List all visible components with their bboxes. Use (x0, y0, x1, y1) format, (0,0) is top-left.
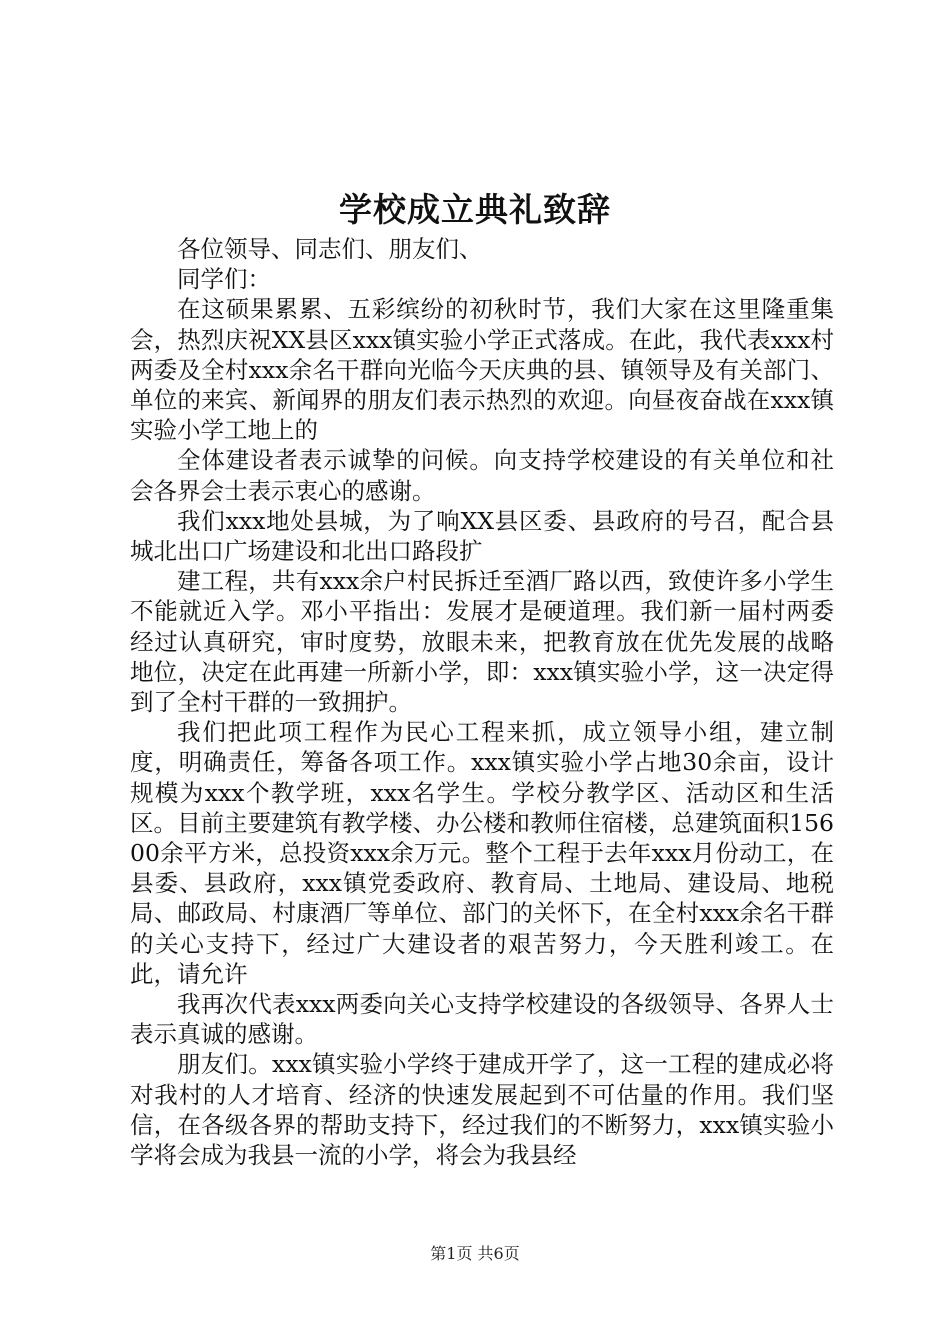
document-body (130, 234, 834, 1170)
paragraph-construction: 我们把此项工程作为民心工程来抓，成立领导小组，建立制度，明确责任，筹备各项工作。xxx镇实验小学占地30余亩，设计规模为xxx个教学班，xxx名学生。学校分教学区、活动区和生活区。目前主要建筑有教学楼、办公楼和教师住宿楼，总建筑面积15600余平方米，总投资xxx余万元。整个工程于去年xxx月份动工，在县委、县政府，xxx镇党委政府、教育局、土地局、建设局、地税局、邮政局、村康酒厂等单位、部门的关怀下，在全村xxx余名干群的关心支持下，经过广大建设者的艰苦努力，今天胜利竣工。在此，请允许 (130, 718, 834, 988)
paragraph-salutation-1: 各位领导、同志们、朋友们、 (177, 235, 483, 263)
paragraph-greetings: 全体建设者表示诚挚的问候。向支持学校建设的有关单位和社会各界会士表示衷心的感谢。 (130, 446, 834, 505)
paragraph-thanks: 我再次代表xxx两委向关心支持学校建设的各级领导、各界人士表示真诚的感谢。 (130, 990, 834, 1049)
paragraph-outlook: 朋友们。xxx镇实验小学终于建成开学了，这一工程的建成必将对我村的人才培育、经济的快速发展起到不可估量的作用。我们坚信，在各级各界的帮助支持下，经过我们的不断努力，xxx镇实验小学将会成为我县一流的小学，将会为我县经 (130, 1050, 834, 1170)
paragraph-decision: 建工程，共有xxx余户村民拆迁至酒厂路以西，致使许多小学生不能就近入学。邓小平指出：发展才是硬道理。我们新一届村两委经过认真研究，审时度势，放眼未来，把教育放在优先发展的战略地位，决定在此再建一所新小学，即：xxx镇实验小学，这一决定得到了全村干群的一致拥护。 (130, 567, 834, 717)
paragraph-opening: 在这硕果累累、五彩缤纷的初秋时节，我们大家在这里隆重集会，热烈庆祝XX县区xxx镇实验小学正式落成。在此，我代表xxx村两委及全村xxx余名干群向光临今天庆典的县、镇领导及有关部门、单位的来宾、新闻界的朋友们表示热烈的欢迎。向昼夜奋战在xxx镇实验小学工地上的 (130, 295, 834, 445)
paragraph-background: 我们xxx地处县城，为了响XX县区委、县政府的号召，配合县城北出口广场建设和北出口路段扩 (130, 506, 834, 566)
paragraph-salutation-2: 同学们： (177, 265, 271, 294)
page-number-footer: 第1页 共6页 (430, 1244, 520, 1263)
document-title: 学校成立典礼致辞 (339, 190, 611, 229)
